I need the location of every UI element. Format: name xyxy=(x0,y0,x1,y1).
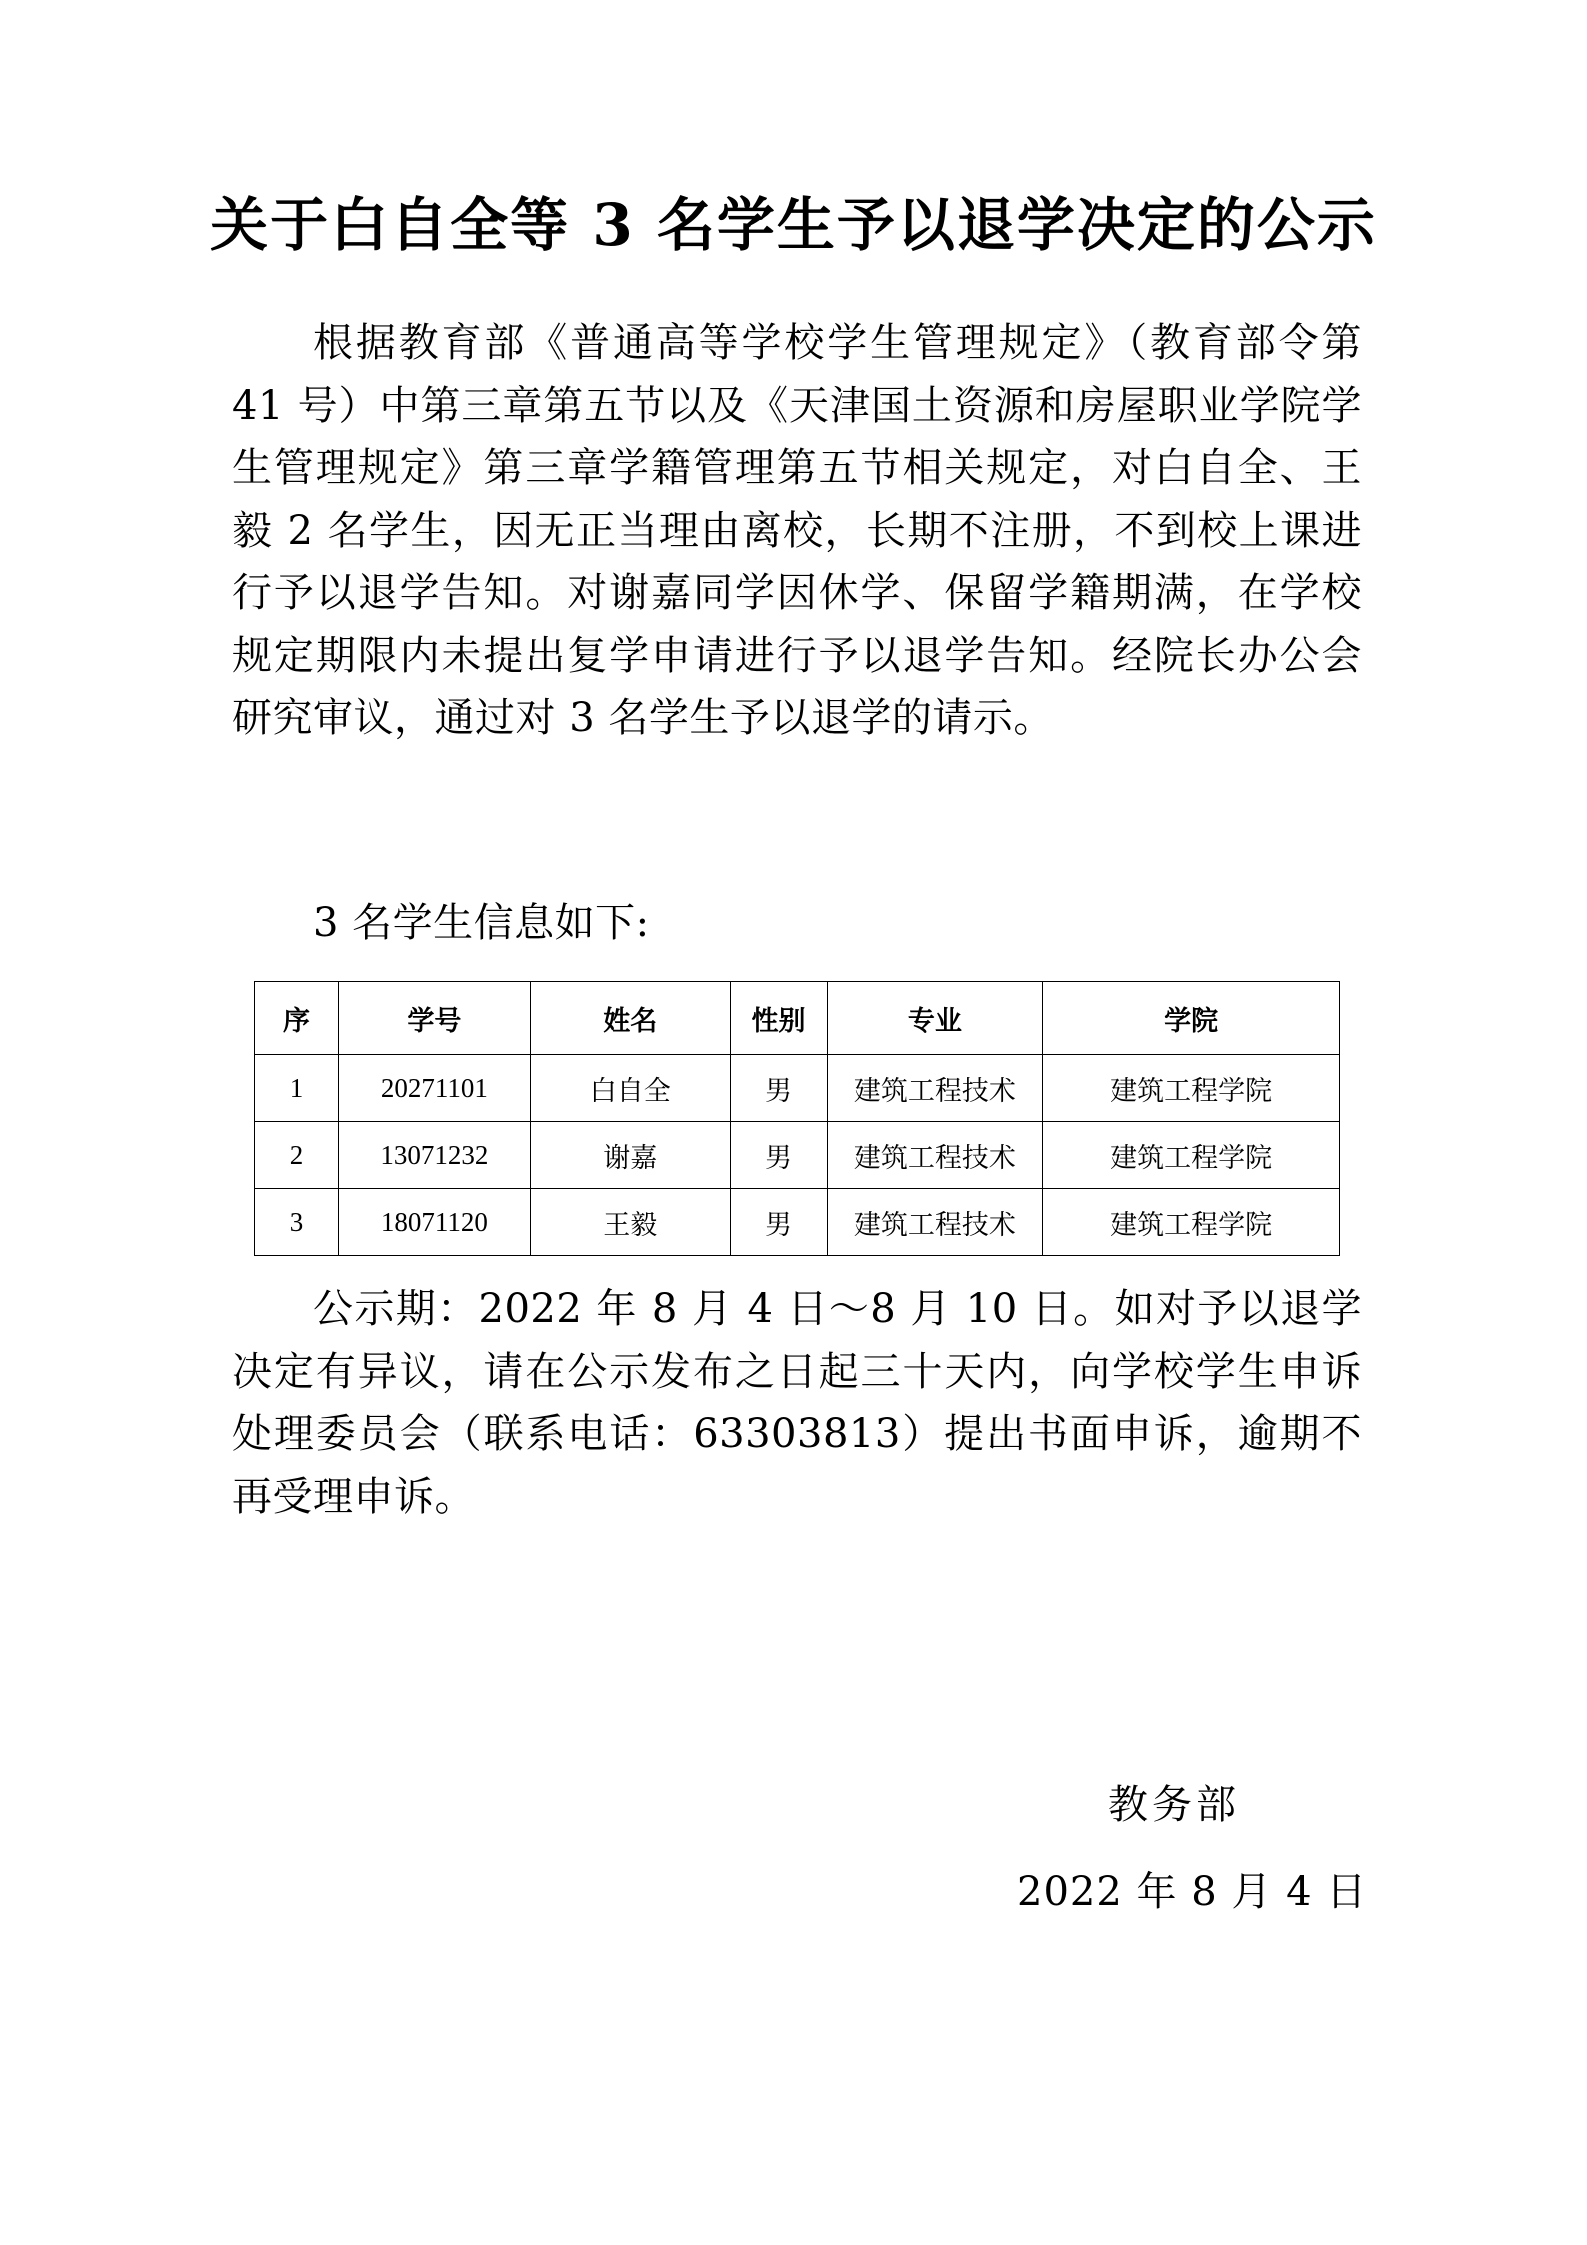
cell-college: 建筑工程学院 xyxy=(1043,1122,1340,1189)
header-name: 姓名 xyxy=(530,982,730,1055)
document-title: 关于白自全等 3 名学生予以退学决定的公示 xyxy=(210,191,1377,259)
table-row xyxy=(255,1122,1340,1189)
cell-index: 3 xyxy=(255,1189,339,1256)
cell-gender: 男 xyxy=(730,1122,827,1189)
paragraph-table-intro: 3 名学生信息如下: xyxy=(313,900,650,946)
cell-student-id: 18071120 xyxy=(338,1189,530,1256)
cell-student-id: 20271101 xyxy=(338,1055,530,1122)
table-row xyxy=(255,1189,1340,1256)
cell-major: 建筑工程技术 xyxy=(827,1055,1043,1122)
cell-student-id: 13071232 xyxy=(338,1122,530,1189)
header-major: 专业 xyxy=(827,982,1043,1055)
cell-gender: 男 xyxy=(730,1189,827,1256)
header-gender: 性别 xyxy=(730,982,827,1055)
paragraph-basis: 根据教育部《普通高等学校学生管理规定》（教育部令第 41 号）中第三章第五节以及《天津国土资源和房屋职业学院学生管理规定》第三章学籍管理第五节相关规定，对白自全、王毅 2 名学生，因无正当理由离校，长期不注册，不到校上课进行予以退学告知。对谢嘉同学因休学、保留学籍期满，在学校规定期限内未提出复学申请进行予以退学告知。经院长办公会研究审议，通过对 3 名学生予以退学的请示。 xyxy=(232,320,1362,741)
cell-college: 建筑工程学院 xyxy=(1043,1055,1340,1122)
student-info-table xyxy=(254,981,1340,1256)
cell-index: 1 xyxy=(255,1055,339,1122)
header-college: 学院 xyxy=(1043,982,1340,1055)
cell-college: 建筑工程学院 xyxy=(1043,1189,1340,1256)
table-row xyxy=(255,1055,1340,1122)
cell-gender: 男 xyxy=(730,1055,827,1122)
header-student-id: 学号 xyxy=(338,982,530,1055)
cell-major: 建筑工程技术 xyxy=(827,1189,1043,1256)
cell-name: 白自全 xyxy=(530,1055,730,1122)
header-index: 序 xyxy=(255,982,339,1055)
cell-major: 建筑工程技术 xyxy=(827,1122,1043,1189)
table-header-row xyxy=(255,982,1340,1055)
signature-date: 2022 年 8 月 4 日 xyxy=(1017,1869,1368,1915)
signature-department: 教务部 xyxy=(1108,1782,1240,1828)
cell-name: 谢嘉 xyxy=(530,1122,730,1189)
cell-index: 2 xyxy=(255,1122,339,1189)
cell-name: 王毅 xyxy=(530,1189,730,1256)
paragraph-notice-period: 公示期：2022 年 8 月 4 日～8 月 10 日。如对予以退学决定有异议，请在公示发布之日起三十天内，向学校学生申诉处理委员会（联系电话：63303813）提出书面申诉，逾期不再受理申诉。 xyxy=(232,1286,1362,1520)
